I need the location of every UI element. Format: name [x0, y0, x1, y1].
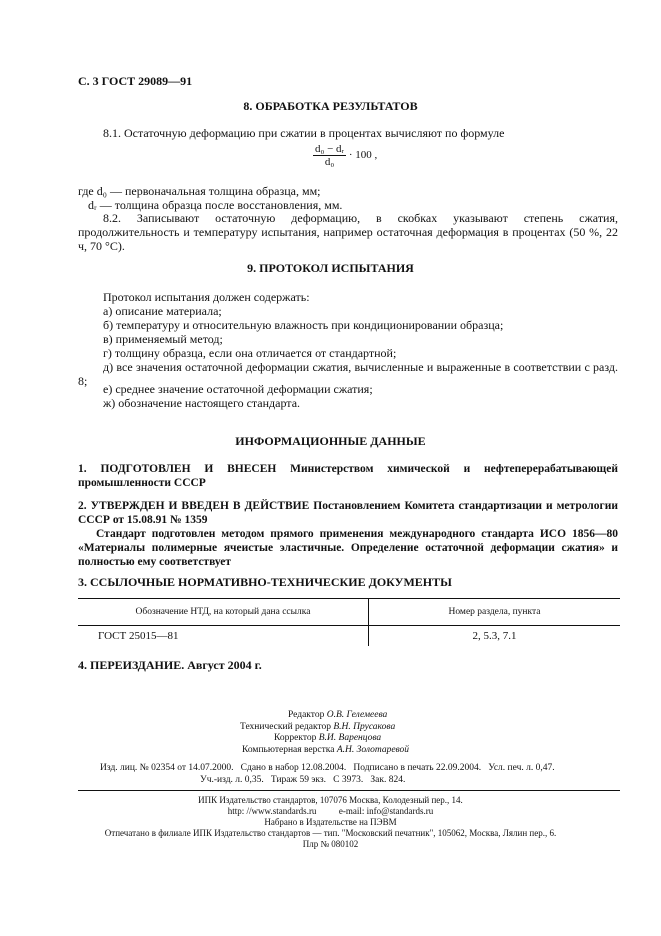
table-header-row	[78, 599, 620, 626]
formula-denominator: d₀	[324, 156, 335, 168]
info-item-2-note-text: Стандарт подготовлен методом прямого применения международного стандарта ИСО 1856—80 «Материалы полимерные ячеистые эластичные. Определение остаточной деформации сжатия» и полностью ему соответствует	[78, 528, 618, 568]
protocol-item-a: а) описание материала;	[103, 304, 222, 318]
section-8-paragraph-2-text: 8.2. Записывают остаточную деформацию, в скобках указывают степень сжатия, продолжительность и температуру испытания, например остаточная деформация в процентах (50 %, 22 ч, 70 °С).	[78, 211, 618, 253]
formula-numerator: d₀ − dᵣ	[315, 143, 345, 155]
table-row	[78, 626, 620, 647]
info-title: ИНФОРМАЦИОННЫЕ ДАННЫЕ	[235, 434, 426, 448]
where-dr: dᵣ — толщина образца после восстановления, мм.	[88, 198, 343, 212]
info-item-2-head: 2. УТВЕРЖДЕН И ВВЕДЕН В ДЕЙСТВИЕ	[78, 500, 310, 512]
credits-block	[240, 710, 409, 756]
info-item-4: 4. ПЕРЕИЗДАНИЕ. Август 2004 г.	[78, 658, 262, 672]
credit-editor-name: О.В. Гелемеева	[326, 710, 388, 720]
footer-line-4: Отпечатано в филиале ИПК Издательство стандартов — тип. "Московский печатник", 105062, Москва, Лялин пер., 6.	[104, 828, 557, 838]
table-header-ntd: Обозначение НТД, на который дана ссылка	[78, 599, 369, 626]
footer-line-1: ИПК Издательство стандартов, 107076 Москва, Колодезный пер., 14.	[198, 795, 463, 805]
info-item-3-title: 3. ССЫЛОЧНЫЕ НОРМАТИВНО-ТЕХНИЧЕСКИЕ ДОКУМЕНТЫ	[78, 575, 452, 589]
credit-layout	[240, 745, 409, 757]
credit-tech-name: В.Н. Прусакова	[333, 721, 396, 732]
table-cell-ntd: ГОСТ 25015—81	[78, 626, 369, 647]
formula-fraction	[313, 143, 346, 168]
where-d0: где d₀ — первоначальная толщина образца, мм;	[78, 184, 321, 198]
info-item-1-body: Министерством химической и нефтеперерабатывающей промышленности СССР	[78, 463, 618, 489]
info-item-2	[78, 499, 618, 527]
credit-layout-label: Компьютерная верстка	[242, 744, 335, 755]
protocol-intro: Протокол испытания должен содержать:	[103, 290, 310, 304]
credit-editor	[240, 710, 409, 722]
formula-multiplier: · 100 ,	[348, 149, 378, 162]
credit-corrector	[240, 733, 409, 745]
info-item-2-body: Постановлением Комитета стандартизации и метрологии СССР от 15.08.91 № 1359	[78, 500, 618, 526]
footer-divider	[78, 790, 620, 791]
footer-line-3: Набрано в Издательстве на ПЭВМ	[264, 817, 397, 827]
protocol-item-f: е) среднее значение остаточной деформации сжатия;	[103, 382, 373, 396]
protocol-item-d: г) толщину образца, если она отличается от стандартной;	[103, 346, 397, 360]
credit-corrector-label: Корректор	[274, 733, 317, 743]
credit-editor-label: Редактор	[288, 710, 325, 720]
section-8-paragraph-1: 8.1. Остаточную деформацию при сжатии в процентах вычисляют по формуле	[103, 126, 505, 140]
info-item-2-note	[78, 527, 618, 569]
info-item-1-head: 1. ПОДГОТОВЛЕН И ВНЕСЕН	[78, 463, 277, 475]
imprint-line-2: Уч.-изд. л. 0,35. Тираж 59 экз. С 3973. Зак. 824.	[200, 775, 406, 785]
info-item-1	[78, 462, 618, 490]
protocol-item-b: б) температуру и относительную влажность при кондиционировании образца;	[103, 318, 504, 332]
imprint-line-1: Изд. лиц. № 02354 от 14.07.2000. Сдано в набор 12.08.2004. Подписано в печать 22.09.2004. Усл. печ. л. 0,47.	[100, 763, 555, 773]
footer-line-2: http: //www.standards.ru e-mail: info@standards.ru	[227, 806, 434, 816]
credit-tech-label: Технический редактор	[240, 721, 331, 732]
protocol-item-c: в) применяемый метод;	[103, 332, 223, 346]
table-cell-section: 2, 5.3, 7.1	[472, 630, 517, 642]
credit-tech-editor	[240, 722, 409, 734]
ntd-reference-table	[78, 598, 620, 646]
protocol-item-e-text: д) все значения остаточной деформации сжатия, вычисленные и выраженные в соответствии с разд. 8;	[78, 360, 618, 388]
table-header-section: Номер раздела, пункта	[369, 599, 621, 626]
protocol-item-g: ж) обозначение настоящего стандарта.	[103, 396, 301, 410]
credit-corrector-name: В.И. Варенцова	[318, 733, 382, 743]
formula	[313, 143, 377, 168]
footer-line-5: Плр № 080102	[302, 839, 359, 849]
section-9-title: 9. ПРОТОКОЛ ИСПЫТАНИЯ	[247, 261, 414, 275]
page-header: С. 3 ГОСТ 29089—91	[78, 74, 193, 88]
credit-layout-name: А.Н. Золотаревой	[336, 744, 410, 755]
section-8-title: 8. ОБРАБОТКА РЕЗУЛЬТАТОВ	[243, 99, 418, 113]
section-8-paragraph-2	[78, 211, 618, 253]
